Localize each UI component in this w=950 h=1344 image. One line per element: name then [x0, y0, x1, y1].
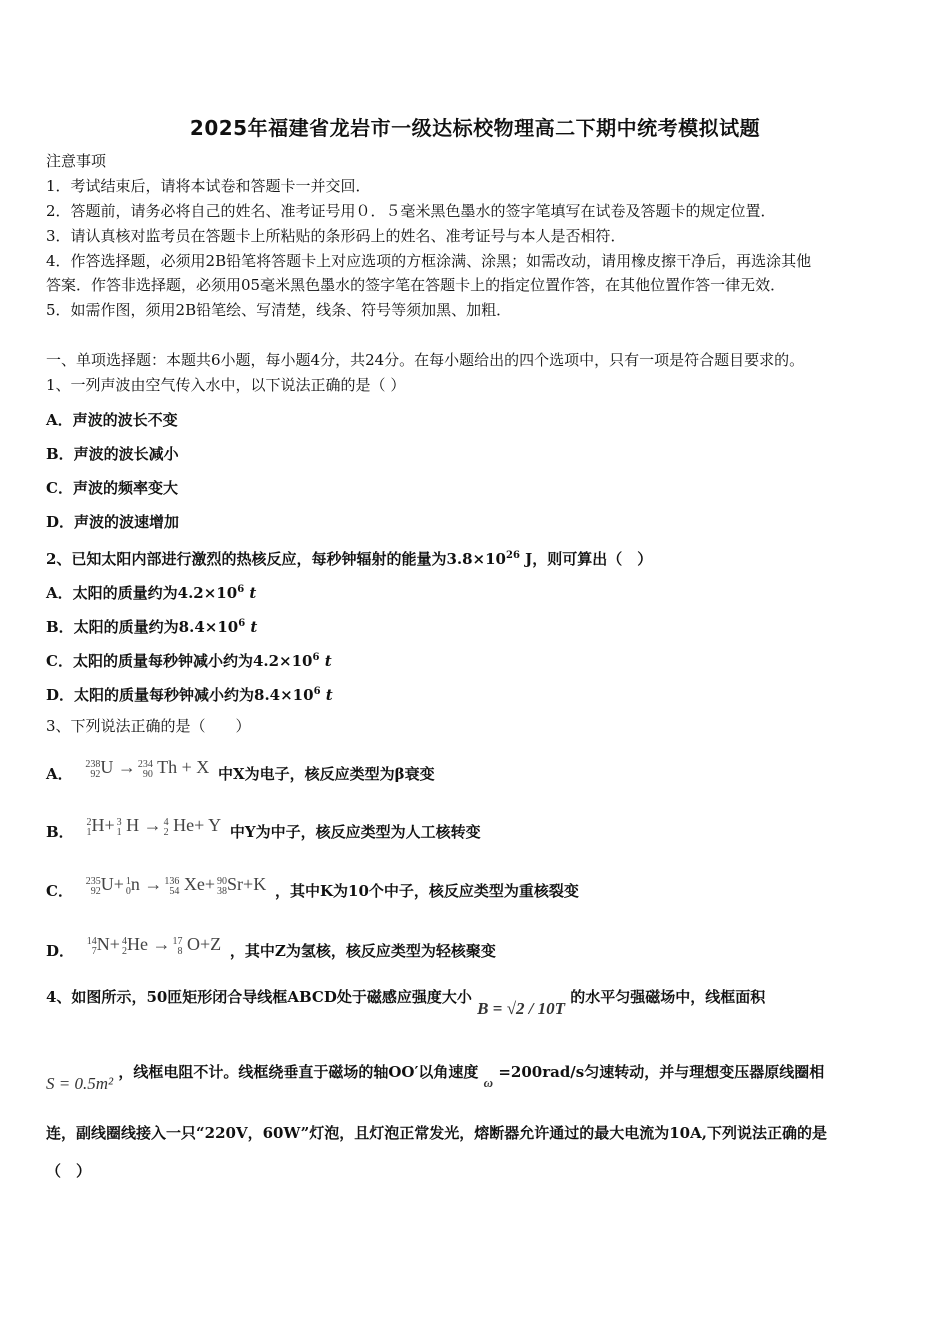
question-1-stem: 1、一列声波由空气传入水中，以下说法正确的是（ ） [46, 376, 406, 394]
notice-item: 1．考试结束后，请将本试卷和答题卡一并交回． [46, 177, 371, 195]
q2-option-unit: t [324, 652, 332, 670]
q1-option-d: D．声波的波速增加 [46, 513, 180, 531]
nuclear-equation-image: 238 92 U → 234 90 Th + X [85, 757, 210, 780]
q2-option-exp: 6 [313, 686, 321, 697]
option-letter: B． [46, 823, 74, 841]
q3-option-b [46, 815, 906, 844]
notice-item: 5．如需作图，须用2B铅笔绘、写清楚，线条、符号等须加黑、加粗． [46, 301, 512, 319]
q2-option-text: C．太阳的质量每秒钟减小约为4.2×10 [46, 652, 313, 670]
option-letter: D． [46, 942, 75, 960]
nuclear-equation-image: 14 7 N+ 4 2 He → 17 8 O+Z [86, 934, 222, 957]
question-4-line-4: （ ） [46, 1162, 92, 1180]
q2-option-b [46, 613, 906, 638]
q4-text: 的水平匀强磁场中，线框面积 [570, 988, 766, 1006]
q3-option-a [46, 757, 906, 786]
notice-item: 2．答题前，请务必将自己的姓名、准考证号用０．５毫米黑色墨水的签字笔填写在试卷及答题卡的规定位置． [46, 202, 776, 220]
q2-stem-exp: 26 [505, 550, 520, 561]
q2-option-c [46, 647, 906, 672]
q1-option-c: C．声波的频率变大 [46, 479, 178, 497]
q2-option-a [46, 579, 906, 604]
option-text: 中X为电子，核反应类型为β衰变 [218, 765, 435, 783]
nuclear-equation-image: 2 1 H+ 3 1 H → 4 2 He+ Y [86, 815, 222, 838]
area-formula: S = 0.5m² [46, 1074, 114, 1093]
q4-text: ，线框电阻不计。线框绕垂直于磁场的轴OO′以角速度 [118, 1063, 479, 1081]
option-text: ，其中Z为氢核，核反应类型为轻核聚变 [229, 942, 496, 960]
q4-text: =200rad/s匀速转动，并与理想变压器原线圈相 [498, 1063, 825, 1081]
question-4-line-3: 连，副线圈线接入一只“220V，60W”灯泡，且灯泡正常发光，熔断器允许通过的最大电流为10A,下列说法正确的是 [46, 1124, 827, 1142]
notice-item: 3．请认真核对监考员在答题卡上所粘贴的条形码上的姓名、准考证号与本人是否相符． [46, 227, 626, 245]
q2-option-unit: t [250, 618, 258, 636]
q2-option-text: D．太阳的质量每秒钟减小约为8.4×10 [46, 686, 314, 704]
option-text: ，其中K为10个中子，核反应类型为重核裂变 [274, 882, 579, 900]
nuclear-equation-image: 235 92 U+ 1 0 n → 136 54 Xe+ 90 38 Sr+K [85, 874, 267, 897]
notice-item: 4．作答选择题，必须用2B铅笔将答题卡上对应选项的方框涂满、涂黑；如需改动，请用橡皮擦干净后，再选涂其他 [46, 252, 812, 270]
notice-heading: 注意事项 [46, 152, 107, 170]
q2-option-unit: t [249, 584, 257, 602]
q2-option-exp: 6 [237, 584, 245, 595]
magnetic-field-formula: B = √2 / 10T [477, 999, 566, 1018]
q2-stem-b: J，则可算出（ ） [519, 550, 653, 568]
question-4-line-1 [46, 986, 906, 1018]
question-3-stem: 3、下列说法正确的是（ ） [46, 717, 251, 735]
question-2-stem [46, 545, 906, 570]
section-heading: 一、单项选择题：本题共6小题，每小题4分，共24分。在每小题给出的四个选项中，只有一项是符合题目要求的。 [46, 351, 805, 369]
q1-option-b: B．声波的波长减小 [46, 445, 179, 463]
notice-item: 答案．作答非选择题，必须用05毫米黑色墨水的签字笔在答题卡上的指定位置作答，在其他位置作答一律无效． [46, 276, 786, 294]
question-4-line-2 [46, 1061, 906, 1093]
angular-velocity-symbol: ω [483, 1075, 494, 1090]
q1-option-a: A．声波的波长不变 [46, 411, 178, 429]
q3-option-c [46, 874, 906, 903]
q2-option-d [46, 681, 906, 706]
option-letter: C． [46, 882, 73, 900]
q4-text: 4、如图所示，50匝矩形闭合导线框ABCD处于磁感应强度大小 [46, 988, 472, 1006]
option-letter: A． [46, 765, 73, 783]
q2-stem-a: 2、已知太阳内部进行激烈的热核反应，每秒钟辐射的能量为3.8×10 [46, 550, 506, 568]
q3-option-d [46, 934, 906, 963]
page-title: 2025年福建省龙岩市一级达标校物理高二下期中统考模拟试题 [189, 116, 761, 140]
q2-option-exp: 6 [312, 652, 320, 663]
q2-option-unit: t [325, 686, 333, 704]
q2-option-text: B．太阳的质量约为8.4×10 [46, 618, 239, 636]
q2-option-text: A．太阳的质量约为4.2×10 [46, 584, 238, 602]
option-text: 中Y为中子，核反应类型为人工核转变 [229, 823, 481, 841]
q2-option-exp: 6 [238, 618, 246, 629]
